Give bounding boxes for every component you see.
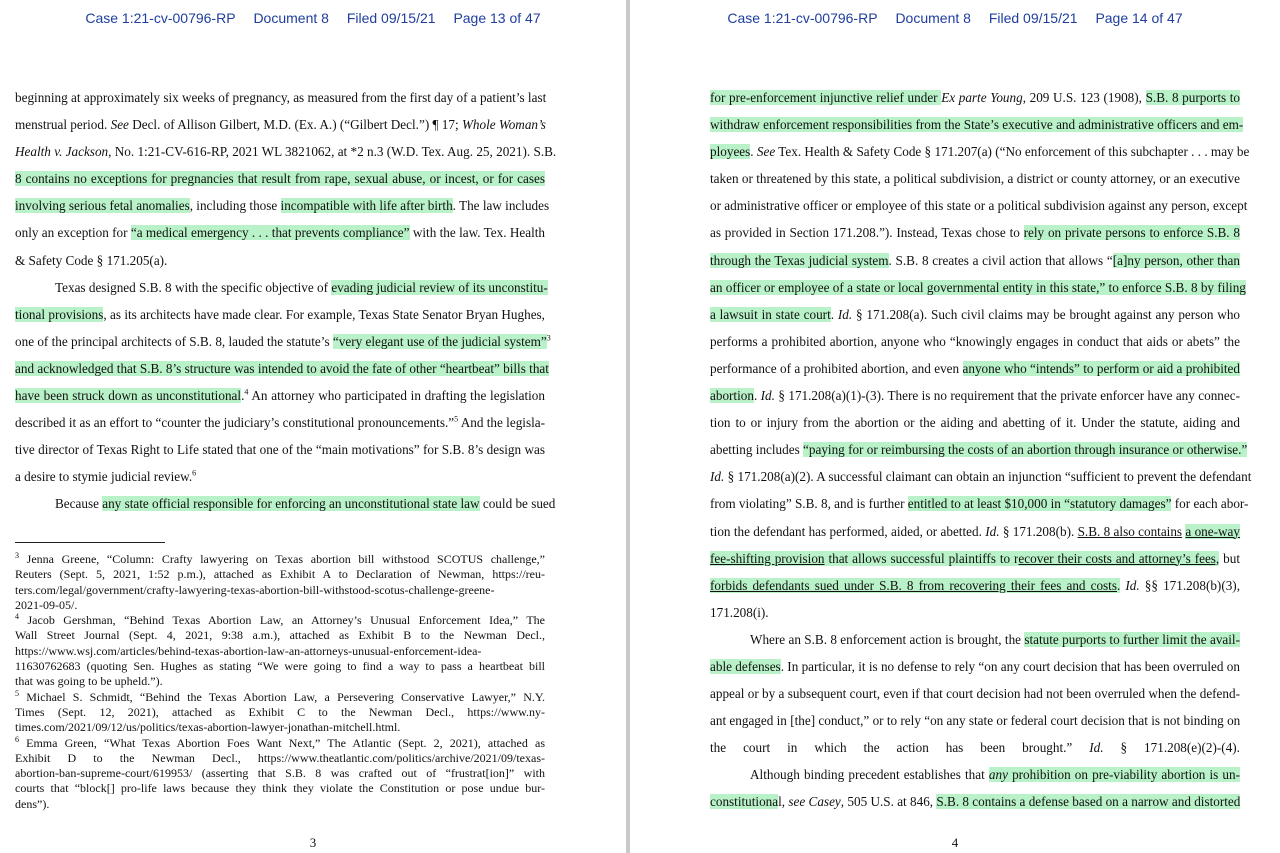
case-number: Case 1:21-cv-00796-RP	[727, 10, 878, 26]
text-segment: ant engaged in [the] conduct,” or to rely “on any state or federal court decision that is not binding on	[710, 713, 1241, 729]
footnote-line	[15, 736, 545, 751]
footnote-line	[15, 659, 545, 674]
highlighted-text: constitutiona	[710, 794, 779, 810]
text-segment: Texas designed S.B. 8 with the specific objective of	[55, 279, 332, 295]
highlighted-text: statute purports to further limit the avail-	[1024, 631, 1240, 647]
text-line	[15, 274, 548, 301]
text-segment: tion the defendant has performed, aided, or abetted.	[710, 523, 986, 539]
document-number: Document 8	[895, 10, 971, 26]
footnote-text: Emma Green, “What Texas Abortion Foes Want Next,” The Atlantic (Sept. 2, 2021), attached as	[26, 735, 546, 750]
highlighted-text: anyone who “intends” to perform or aid a prohibited	[962, 360, 1240, 376]
text-line	[710, 545, 1240, 572]
highlighted-text: “very elegant use of the judicial system”	[332, 333, 547, 349]
text-segment: . The law includes	[452, 198, 550, 214]
footnote-line	[15, 567, 545, 582]
footnote-line	[15, 720, 545, 735]
text-segment: Where an S.B. 8 enforcement action is brought, the	[750, 631, 1025, 647]
highlighted-text: S.B. 8 purports to	[1145, 90, 1240, 105]
highlighted-text: forbids defendants sued under S.B. 8 from recovering their fees and costs	[710, 577, 1117, 593]
text-line	[710, 653, 1240, 680]
highlighted-text: 8 contains no exceptions for pregnancies that result from rape, sexual abuse, or incest, or for cases	[15, 171, 545, 187]
text-segment: , No. 1:21-CV-616-RP, 2021 WL 3821062, at *2 n.3 (W.D. Tex. Aug. 25, 2021). S.B.	[108, 144, 557, 160]
footnote-line	[15, 797, 545, 812]
text-segment: see Casey	[788, 794, 841, 810]
footnote-text: Michael S. Schmidt, “Behind the Texas Abortion Law, a Persevering Conservative Lawyer,” N.Y.	[26, 689, 545, 704]
footnote-number: 3	[15, 551, 19, 560]
page-of-total: Page 13 of 47	[453, 10, 541, 26]
footnote-text: Jenna Greene, “Column: Crafty lawyering on Texas abortion bill withstood SCOTUS challenge,”	[26, 552, 545, 566]
footnote	[15, 613, 545, 689]
highlighted-text: fee-shifting provision	[710, 550, 825, 566]
highlighted-text: tional provisions	[15, 306, 104, 322]
footnote-line	[15, 705, 545, 720]
text-segment: only an exception for	[15, 225, 131, 241]
footnote-ref: 5	[454, 414, 459, 424]
text-line	[15, 301, 545, 328]
footnote-line	[15, 781, 545, 796]
text-segment: See	[756, 144, 776, 160]
text-segment: 171.208(i).	[710, 604, 769, 620]
text-segment: Tex. Health & Safety Code § 171.207(a) (“No enforcement of this subchapter . . . may be	[775, 144, 1250, 160]
text-line	[15, 192, 550, 219]
highlighted-text: any	[988, 767, 1008, 783]
text-line	[710, 247, 1240, 274]
highlighted-text: any state official responsible for enforcing an unconstitutional state law	[102, 496, 480, 512]
text-segment: taken or threatened by this state, a political subdivision, a district or county attorney, or an executive	[710, 171, 1240, 187]
page-body-text	[710, 84, 1252, 816]
highlighted-text: .	[1116, 577, 1121, 593]
document-page-14	[630, 0, 1280, 853]
text-line	[15, 328, 551, 355]
page-number: 4	[951, 835, 959, 850]
text-line	[710, 165, 1240, 192]
text-line	[15, 138, 557, 165]
footnote-text: dens”).	[15, 796, 50, 811]
footnote-line	[15, 552, 545, 567]
footnote-number: 5	[15, 688, 19, 698]
text-line	[710, 219, 1240, 246]
document-page-13	[0, 0, 626, 853]
text-line	[710, 707, 1240, 734]
text-segment: § 171.208(e)(2)-(4).	[1103, 740, 1240, 756]
text-segment: performance of a prohibited abortion, and even	[710, 360, 963, 376]
text-segment: from violating” S.B. 8, and is further	[710, 496, 908, 512]
text-segment: as provided in Section 171.208.”). Instead, Texas chose to	[710, 225, 1024, 241]
text-segment: described it as an effort to “counter the judiciary’s constitutional pronouncements.”	[15, 415, 455, 431]
highlighted-text: involving serious fetal anomalies	[15, 198, 190, 214]
text-segment: Id.	[710, 469, 725, 485]
text-segment: .	[241, 388, 245, 404]
text-line	[710, 84, 1240, 111]
footnote	[15, 690, 545, 736]
text-segment: , 209 U.S. 123 (1908),	[1022, 90, 1146, 105]
footnote	[15, 552, 545, 613]
text-line	[710, 463, 1252, 490]
text-segment: tive director of Texas Right to Life stated that one of the “main motivations” for S.B. 8’s design was	[15, 442, 545, 458]
text-segment: Health v. Jackson	[15, 144, 109, 160]
highlighted-text: ployees	[710, 144, 751, 160]
footnote-ref: 3	[546, 333, 551, 343]
text-segment: Because	[55, 496, 103, 512]
highlighted-text: “paying for or reimbursing the costs of an abortion through insurance or otherwise.”	[803, 442, 1248, 458]
highlighted-text: an officer or employee of a state or local governmental entity in this state,” to enforce S.B. 8 by filing	[710, 279, 1246, 295]
text-line	[15, 355, 549, 382]
text-segment: could be sued	[479, 496, 556, 512]
footnote-text: 11630762683 (quoting Sen. Hughes as stating “We were going to find a way to pass a heartbeat bill	[15, 659, 545, 674]
highlighted-text: and acknowledged that S.B. 8’s structure was intended to avoid the fate of other “heartbeat” bills that	[15, 360, 549, 376]
text-segment: , as its architects have made clear. For example, Texas State Senator Bryan Hughes,	[103, 306, 545, 322]
footnote-text: Wall Street Journal (Sept. 4, 2021, 9:38 a.m.), attached as Exhibit B to the Newman Decl.,	[15, 628, 545, 643]
highlighted-text: for pre-enforcement injunctive relief under	[710, 90, 942, 105]
highlighted-text: abortion	[710, 388, 754, 404]
highlighted-text: rely on private persons to enforce S.B. 8	[1023, 225, 1240, 241]
highlighted-text: evading judicial review of its unconstitu-	[331, 279, 548, 295]
text-segment: Id.	[760, 388, 775, 404]
text-segment: See	[110, 117, 129, 133]
case-number: Case 1:21-cv-00796-RP	[85, 10, 236, 26]
highlighted-text: withdraw enforcement responsibilities from the State’s executive and administrative officers and em-	[710, 117, 1244, 133]
footnote-text: Exhibit D to the Newman Decl., https://www.theatlantic.com/politics/archive/2021/09/texas-	[15, 750, 545, 765]
text-line	[15, 382, 545, 409]
footnote-text: ters.com/legal/government/crafty-lawyering-texas-abortion-bill-withstood-scotus-challenge-greene-	[15, 582, 495, 597]
text-line	[15, 111, 545, 138]
text-segment: . S.B. 8 creates a civil action that allows “	[888, 252, 1113, 268]
text-segment: Ex parte Young	[941, 90, 1023, 105]
text-segment: Decl. of Allison Gilbert, M.D. (Ex. A.) (“Gilbert Decl.”) ¶ 17;	[128, 117, 462, 133]
text-segment: S.B. 8 also contains	[1077, 523, 1183, 539]
highlighted-text: ecover their costs and attorney’s fees,	[1018, 550, 1220, 566]
text-segment: with the law. Tex. Health	[409, 225, 546, 241]
footnote-text: courts that “block[] pro-life laws because they think they violate the Constitution or pose undue bur-	[15, 781, 545, 796]
text-segment: Although binding precedent establishes that	[750, 767, 989, 783]
highlighted-text: “a medical emergency . . . that prevents compliance”	[130, 225, 410, 241]
text-line	[710, 409, 1240, 436]
footnote-text: Jacob Gershman, “Behind Texas Abortion Law, an Attorney’s Unusual Enforcement Idea,” The	[27, 613, 545, 628]
text-segment: tion to or injury from the abortion or the aiding and abetting of it. Under the statute, aiding and	[710, 415, 1240, 431]
case-header	[630, 10, 1280, 26]
text-segment: Id.	[1089, 740, 1104, 756]
footnote-ref: 4	[244, 387, 249, 397]
highlighted-text: able defenses	[710, 658, 781, 674]
text-segment: but	[1219, 550, 1240, 566]
text-segment: Id.	[985, 523, 1000, 539]
document-number: Document 8	[253, 10, 329, 26]
text-line	[710, 572, 1240, 599]
text-line	[710, 490, 1249, 517]
footnote-line	[15, 751, 545, 766]
text-segment: performs a prohibited abortion, anyone who “knowingly engages in conduct that aids or abets” the	[710, 333, 1240, 349]
text-segment: Id.	[1125, 577, 1140, 593]
footnote-ref: 6	[192, 468, 197, 478]
text-segment: . In particular, it is no defense to rely “on any court decision that has been overruled on	[780, 658, 1240, 674]
footnote-text: https://www.wsj.com/articles/behind-texas-abortion-law-an-attorneys-unusual-enforcement-idea-	[15, 643, 482, 658]
text-line	[710, 138, 1250, 165]
text-segment: Whole Woman’s	[461, 117, 546, 133]
text-line	[710, 382, 1240, 409]
text-line	[710, 788, 1240, 815]
footnote-line	[15, 628, 545, 643]
filed-date: Filed 09/15/21	[988, 10, 1078, 26]
text-segment: And the legisla-	[458, 415, 545, 431]
text-line	[15, 247, 545, 274]
text-segment: appeal or by a subsequent court, even if that court decision had not been overruled when the defend-	[710, 686, 1240, 702]
footnote-text: Times (Sept. 12, 2021), attached as Exhibit C to the Newman Decl., https://www.ny-	[15, 704, 545, 719]
highlighted-text: prohibition on pre-viability abortion is un-	[1007, 767, 1240, 783]
highlighted-text: [a]ny person, other than	[1112, 252, 1240, 268]
highlighted-text: entitled to at least $10,000 in “statutory damages”	[907, 496, 1172, 512]
highlighted-text: a lawsuit in state court	[710, 306, 831, 322]
text-line	[710, 680, 1240, 707]
page-of-total: Page 14 of 47	[1095, 10, 1183, 26]
text-segment: the court in which the action has been brought.”	[710, 740, 1090, 756]
text-segment: for each abor-	[1171, 496, 1249, 512]
filed-date: Filed 09/15/21	[346, 10, 436, 26]
text-segment: a desire to stymie judicial review.	[15, 469, 193, 485]
text-line	[15, 436, 545, 463]
footnote-text: that was going to be upheld.”).	[15, 674, 163, 689]
footnote-text: abortion-ban-supreme-court/619953/ (asserting that S.B. 8 was crafted out of “frustrat[ion]” with	[15, 766, 545, 781]
footnote-text: Reuters (Sept. 5, 2021, 1:52 p.m.), attached as Exhibit A to Declaration of Newman, https://reu-	[15, 567, 545, 582]
text-segment: .	[830, 306, 838, 322]
footnote-number: 6	[15, 734, 19, 744]
text-segment: .	[753, 388, 761, 404]
footnote-line	[15, 690, 545, 705]
highlighted-text: S.B. 8 contains a defense based on a narrow and distorted	[936, 794, 1241, 810]
text-segment: one of the principal architects of S.B. 8, lauded the statute’s	[15, 333, 333, 349]
text-line	[710, 518, 1240, 545]
highlighted-text: a one-way	[1185, 523, 1240, 539]
text-line	[15, 463, 545, 490]
text-segment: , including those	[189, 198, 281, 214]
text-segment: or administrative officer or employee of this state or a political subdivision against any person, except	[710, 198, 1248, 214]
text-segment: § 171.208(b).	[999, 523, 1078, 539]
footnote-line	[15, 674, 545, 689]
footnote	[15, 736, 545, 812]
text-segment: menstrual period.	[15, 117, 111, 133]
text-segment: beginning at approximately six weeks of pregnancy, as measured from the first day of a patient’s last	[15, 90, 547, 105]
page-number: 3	[309, 835, 317, 850]
footnote-text: times.com/2021/09/12/us/politics/texas-abortion-lawyer-jonathan-mitchell.html.	[15, 720, 401, 735]
text-segment: §§ 171.208(b)(3),	[1139, 577, 1240, 593]
footnote-line	[15, 583, 545, 598]
footnote-line	[15, 644, 545, 659]
text-line	[710, 626, 1240, 653]
footnote-line	[15, 766, 545, 781]
text-line	[710, 355, 1240, 382]
page-body-text	[15, 84, 557, 518]
text-line	[15, 165, 545, 192]
footnote-line	[15, 613, 545, 628]
text-segment: An attorney who participated in drafting the legislation	[248, 388, 545, 404]
text-line	[710, 761, 1240, 788]
highlighted-text: have been struck down as unconstitutional	[15, 388, 242, 404]
footnote-text: 2021-09-05/.	[15, 597, 78, 612]
text-segment: § 171.208(a). Such civil claims may be brought against any person who	[852, 306, 1241, 322]
text-line	[710, 111, 1244, 138]
footnote-number: 4	[15, 612, 19, 622]
text-line	[710, 328, 1240, 355]
text-segment: § 171.208(a)(2). A successful claimant can obtain an injunction “sufficient to prevent the defendant	[724, 469, 1252, 485]
text-segment: Id.	[837, 306, 853, 322]
footnote-line	[15, 598, 545, 613]
text-line	[710, 599, 1240, 626]
text-line	[15, 409, 545, 436]
highlighted-text: incompatible with life after birth	[280, 198, 453, 214]
text-line	[710, 301, 1240, 328]
text-line	[710, 436, 1248, 463]
text-segment: & Safety Code § 171.205(a).	[15, 252, 168, 268]
text-segment: l,	[778, 794, 789, 810]
text-line	[15, 84, 545, 111]
text-segment: .	[750, 144, 757, 160]
case-header	[0, 10, 626, 26]
text-segment: abetting includes	[710, 442, 804, 458]
text-line	[15, 490, 556, 517]
text-line	[15, 219, 545, 246]
highlighted-text: through the Texas judicial system	[710, 252, 889, 268]
footnote-divider	[15, 542, 165, 543]
text-segment: § 171.208(a)(1)-(3). There is no requirement that the private enforcer have any connec-	[774, 388, 1240, 404]
text-line	[710, 734, 1240, 761]
text-segment: , 505 U.S. at 846,	[840, 794, 937, 810]
text-line	[710, 274, 1246, 301]
highlighted-text: that allows successful plaintiffs to r	[824, 550, 1019, 566]
text-line	[710, 192, 1248, 219]
footnotes	[15, 552, 545, 812]
